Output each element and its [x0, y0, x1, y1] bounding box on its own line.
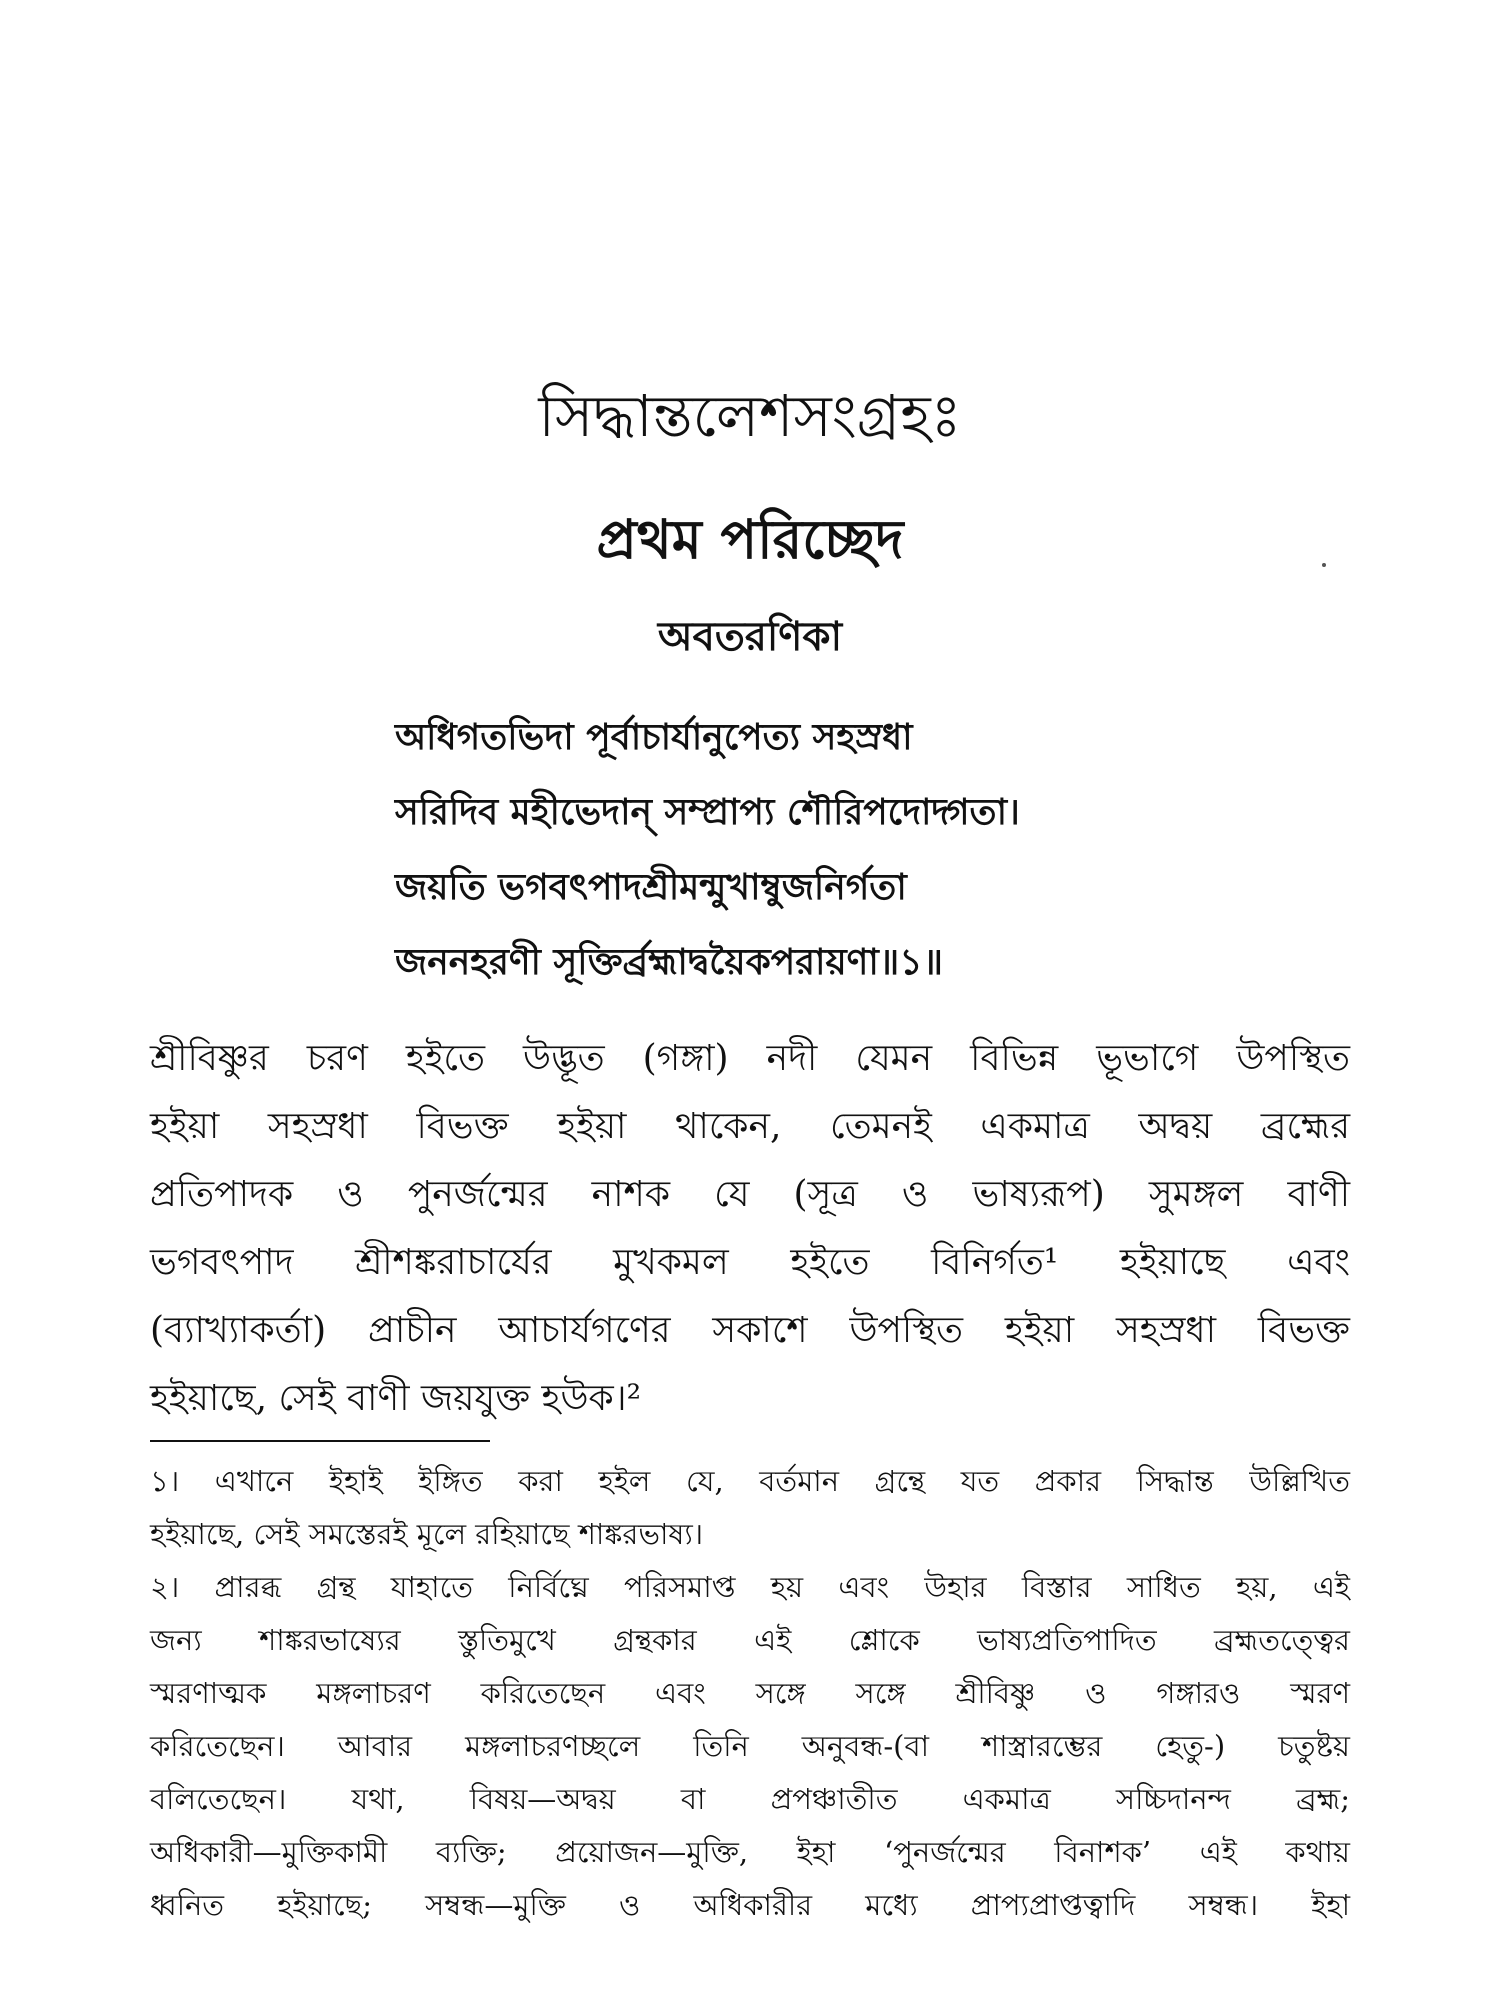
- verse-line: অধিগতভিদা পূর্বাচার্যানুপেত্য সহস্রধা: [395, 717, 913, 758]
- footnote-divider: [150, 1440, 490, 1442]
- verse-line: জননহরণী সূক্তির্ব্রহ্মাদ্বয়ৈকপরায়ণা॥১॥: [395, 942, 943, 983]
- footnote-line: ধ্বনিত হইয়াছে; সম্বন্ধ—মুক্তি ও অধিকারীর মধ্যে প্রাপ্যপ্রাপ্তত্বাদি সম্বন্ধ। ইহা: [150, 1888, 1350, 1922]
- verse-block: [395, 700, 1395, 1000]
- footnote-line: অধিকারী—মুক্তিকামী ব্যক্তি; প্রয়োজন—মুক্তি, ইহা ‘পুনর্জন্মের বিনাশক’ এই কথায়: [150, 1835, 1350, 1869]
- prose-line: শ্রীবিষ্ণুর চরণ হইতে উদ্ভূত (গঙ্গা) নদী যেমন বিভিন্ন ভূভাগে উপস্থিত: [150, 1038, 1350, 1079]
- verse-line: সরিদিব মহীভেদান্ সম্প্রাপ্য শৌরিপদোদ্গতা।: [395, 792, 1020, 833]
- footnote-line: হইয়াছে, সেই সমস্তেরই মূলে রহিয়াছে শাঙ্করভাষ্য।: [150, 1517, 704, 1551]
- section-heading: অবতরণিকা: [657, 614, 843, 660]
- book-title: সিদ্ধান্তলেশসংগ্রহঃ: [538, 382, 962, 450]
- verse-line: জয়তি ভগবৎপাদশ্রীমন্মুখাম্বুজনির্গতা: [395, 867, 907, 908]
- footnote-line: ২। প্রারব্ধ গ্রন্থ যাহাতে নির্বিঘ্নে পরিসমাপ্ত হয় এবং উহার বিস্তার সাধিত হয়, এই: [150, 1570, 1350, 1604]
- footnote-line: করিতেছেন। আবার মঙ্গলাচরণচ্ছলে তিনি অনুবন্ধ-(বা শাস্ত্রারম্ভের হেতু-) চতুষ্টয়: [150, 1729, 1350, 1763]
- scan-speck: [1322, 563, 1326, 567]
- footnote-line: জন্য শাঙ্করভাষ্যের স্তুতিমুখে গ্রন্থকার এই শ্লোকে ভাষ্যপ্রতিপাদিত ব্রহ্মতত্ত্বের: [150, 1623, 1350, 1657]
- footnotes-block: [150, 1455, 1350, 1932]
- prose-line: হইয়া সহস্রধা বিভক্ত হইয়া থাকেন, তেমনই একমাত্র অদ্বয় ব্রহ্মের: [150, 1106, 1350, 1147]
- translation-paragraph: [150, 1025, 1350, 1433]
- footnote-line: বলিতেছেন। যথা, বিষয়—অদ্বয় বা প্রপঞ্চাতীত একমাত্র সচ্চিদানন্দ ব্রহ্ম;: [150, 1782, 1350, 1816]
- chapter-heading: প্রথম পরিচ্ছেদ: [596, 508, 904, 571]
- footnote-line: স্মরণাত্মক মঙ্গলাচরণ করিতেছেন এবং সঙ্গে সঙ্গে শ্রীবিষ্ণু ও গঙ্গারও স্মরণ: [150, 1676, 1350, 1710]
- footnote-line: ১। এখানে ইহাই ইঙ্গিত করা হইল যে, বর্তমান গ্রন্থে যত প্রকার সিদ্ধান্ত উল্লিখিত: [150, 1464, 1350, 1498]
- prose-line: ভগবৎপাদ শ্রীশঙ্করাচার্যের মুখকমল হইতে বিনির্গত¹ হইয়াছে এবং: [150, 1242, 1350, 1283]
- prose-line: হইয়াছে, সেই বাণী জয়যুক্ত হউক।²: [150, 1378, 642, 1419]
- prose-line: (ব্যাখ্যাকর্তা) প্রাচীন আচার্যগণের সকাশে উপস্থিত হইয়া সহস্রধা বিভক্ত: [150, 1310, 1350, 1351]
- prose-line: প্রতিপাদক ও পুনর্জন্মের নাশক যে (সূত্র ও ভাষ্যরূপ) সুমঙ্গল বাণী: [150, 1174, 1350, 1215]
